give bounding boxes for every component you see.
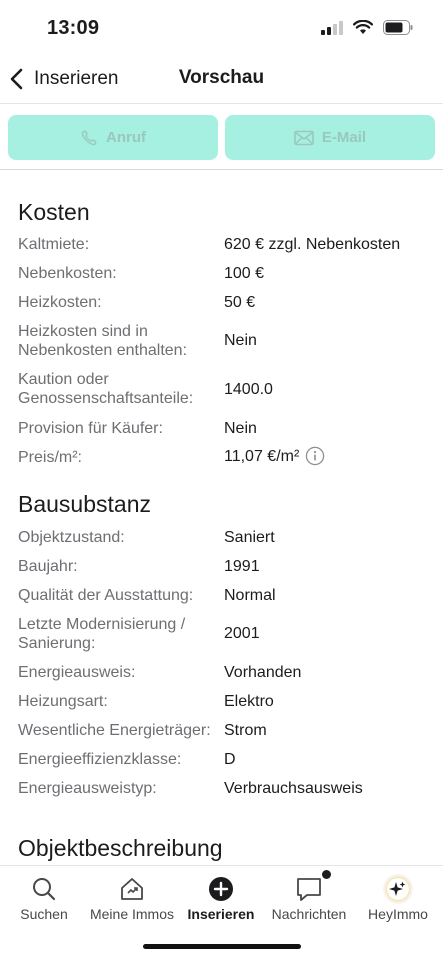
row-value-provision: Nein	[224, 420, 257, 437]
call-button[interactable]	[8, 115, 218, 160]
row-value-modernisierung: 2001	[224, 625, 260, 642]
search-icon	[31, 876, 57, 902]
tab-label: Suchen	[20, 906, 68, 922]
mail-icon	[294, 130, 314, 146]
row-label-kaution: Kaution oder Genossenschaftsanteile:	[18, 371, 194, 407]
row-value-objektzustand: Saniert	[224, 529, 275, 546]
row-label-heizungsart: Heizungsart:	[18, 693, 108, 710]
home-icon	[119, 876, 145, 902]
row-value-heizkosten: 50 €	[224, 294, 256, 311]
row-label-ausstattung: Qualität der Ausstattung:	[18, 587, 194, 604]
preis-qm-value: 11,07 €/m²	[224, 447, 300, 465]
row-value-energietraeger: Strom	[224, 722, 267, 739]
section-title-bausubstanz: Bausubstanz	[18, 491, 151, 517]
row-value-energieausweis: Vorhanden	[224, 664, 302, 681]
row-label-baujahr: Baujahr:	[18, 558, 78, 575]
row-label-energietraeger: Wesentliche Energieträger:	[18, 722, 211, 739]
details-content[interactable]	[0, 171, 443, 865]
tab-inserieren[interactable]	[177, 874, 265, 922]
row-value-ausstattung: Normal	[224, 587, 276, 604]
tab-label: Meine Immos	[89, 906, 175, 922]
tab-nachrichten[interactable]	[265, 874, 353, 922]
row-label-heizkosten-enthalten: Heizkosten sind in Nebenkosten enthalten:	[18, 323, 188, 359]
row-label-heizkosten: Heizkosten:	[18, 294, 102, 311]
row-value-kaution: 1400.0	[224, 381, 273, 398]
row-value-kaltmiete: 620 € zzgl. Nebenkosten	[224, 236, 401, 253]
section-title-objektbeschreibung: Objektbeschreibung	[18, 835, 223, 861]
sparkle-icon	[382, 873, 414, 905]
tab-label: HeyImmo	[368, 906, 428, 922]
status-bar	[0, 0, 443, 56]
tab-label: Nachrichten	[271, 906, 347, 922]
cellular-signal-icon	[321, 21, 343, 35]
row-value-nebenkosten: 100 €	[224, 265, 265, 282]
tab-meine-immos[interactable]	[88, 874, 176, 922]
row-label-effizienzklasse: Energieeffizienzklasse:	[18, 751, 182, 768]
section-title-kosten: Kosten	[18, 199, 90, 225]
row-value-effizienzklasse: D	[224, 751, 236, 768]
status-icons	[321, 20, 413, 35]
tab-label: Inserieren	[187, 906, 255, 922]
unread-dot	[322, 870, 331, 879]
row-label-energieausweis: Energieausweis:	[18, 664, 136, 681]
chat-icon	[295, 875, 323, 903]
row-label-objektzustand: Objektzustand:	[18, 529, 125, 546]
chevron-left-icon	[8, 67, 26, 91]
status-time: 13:09	[47, 17, 100, 39]
row-value-ausweistyp: Verbrauchsausweis	[224, 780, 363, 797]
info-icon[interactable]	[305, 446, 325, 466]
navigation-bar	[0, 56, 443, 104]
email-button[interactable]	[225, 115, 435, 160]
row-value-heizungsart: Elektro	[224, 693, 274, 710]
back-button[interactable]	[8, 62, 119, 96]
page-title: Vorschau	[178, 67, 265, 88]
back-label: Inserieren	[34, 68, 119, 89]
row-value-baujahr: 1991	[224, 558, 260, 575]
row-value-heizkosten-enthalten: Nein	[224, 332, 257, 349]
plus-circle-icon	[208, 876, 234, 902]
call-label: Anruf	[106, 129, 146, 146]
row-label-preis-qm: Preis/m²:	[18, 449, 82, 466]
wifi-icon	[353, 20, 373, 35]
row-label-modernisierung: Letzte Modernisierung / Sanierung:	[18, 616, 186, 652]
row-label-nebenkosten: Nebenkosten:	[18, 265, 117, 282]
phone-icon	[80, 129, 98, 147]
tab-heyimmo[interactable]	[354, 874, 442, 922]
email-label: E-Mail	[321, 129, 367, 146]
contact-bar	[0, 104, 443, 170]
home-indicator	[143, 944, 301, 949]
tab-suchen[interactable]	[0, 874, 88, 922]
row-value-preis-qm	[224, 446, 325, 466]
row-label-ausweistyp: Energieausweistyp:	[18, 780, 157, 797]
battery-icon	[383, 20, 413, 35]
row-label-kaltmiete: Kaltmiete:	[18, 236, 90, 253]
row-label-provision: Provision für Käufer:	[18, 420, 163, 437]
